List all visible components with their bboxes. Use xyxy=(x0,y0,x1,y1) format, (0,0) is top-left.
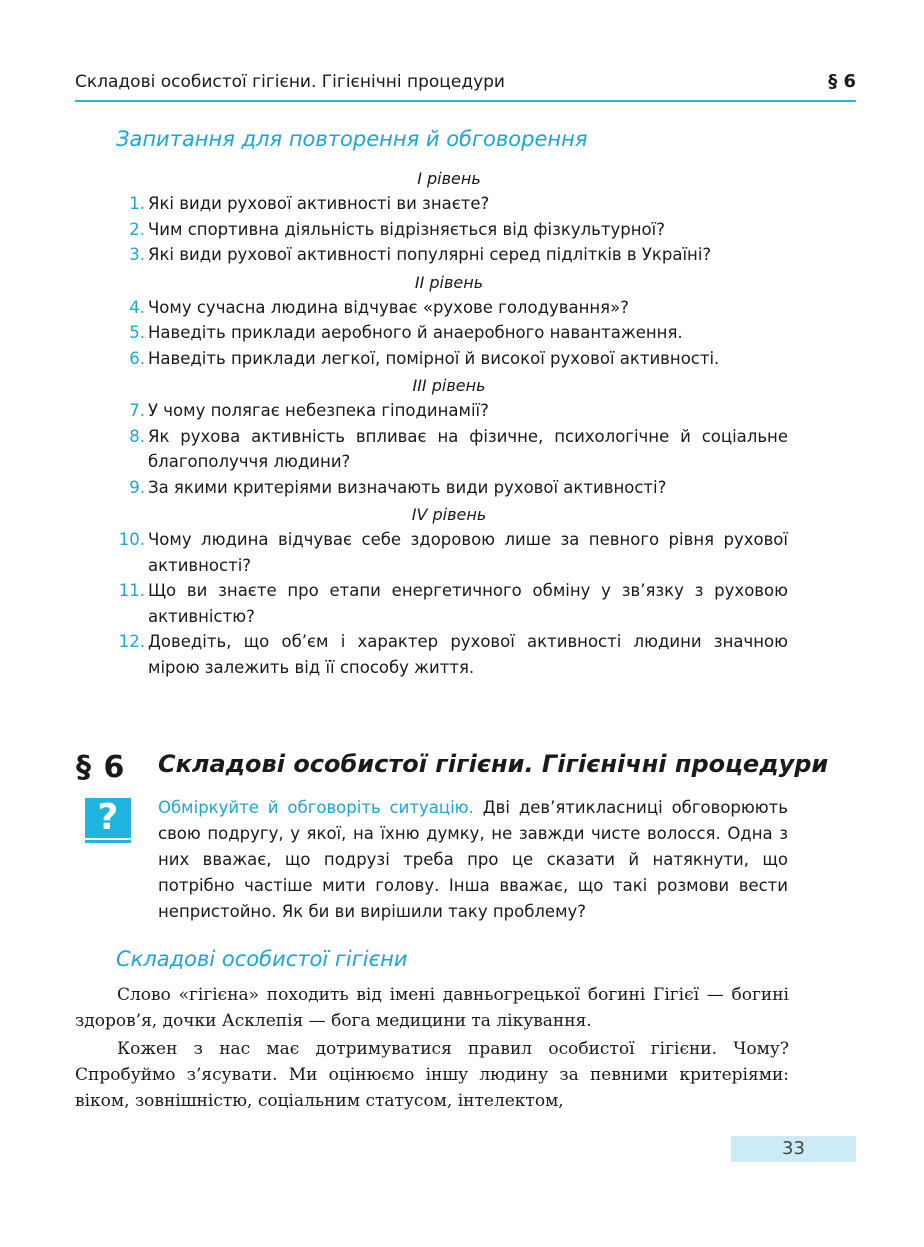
paragraph: Слово «гігієна» походить від імені давньогрецької богині Гігієї — богині здоров’я, дочки Асклепія — бога медицини та лікування. xyxy=(75,985,789,1031)
level-4-title: IV рівень xyxy=(411,505,487,524)
question-number: 8. xyxy=(129,426,145,446)
question-item xyxy=(110,629,788,680)
question-number: 3. xyxy=(129,245,145,264)
section-title: Складові особистої гігієни. Гігієнічні процедури xyxy=(158,750,829,778)
question-number: 10. xyxy=(118,530,145,549)
running-header xyxy=(75,70,856,102)
question-item xyxy=(110,320,788,346)
level-3-title: III рівень xyxy=(412,376,486,395)
paragraph: Кожен з нас має дотримуватися правил особистої гігієни. Чому? Спробуймо з’ясувати. Ми оцінюємо іншу людину за певними критеріями: віком, зовнішністю, соціальним статусом, інтелектом, xyxy=(75,1039,789,1111)
icon-underline xyxy=(85,840,131,843)
question-item xyxy=(110,191,788,217)
question-number: 11. xyxy=(118,581,145,600)
question-text: Чим спортивна діяльність відрізняється від фізкультурної? xyxy=(148,219,665,239)
question-number: 4. xyxy=(129,297,145,317)
question-number: 6. xyxy=(129,348,145,368)
question-item xyxy=(110,398,788,424)
situation-lead: Обміркуйте й обговоріть ситуацію. xyxy=(158,798,474,817)
questions-list xyxy=(110,164,788,680)
question-number: 9. xyxy=(129,477,145,497)
question-item xyxy=(110,242,788,268)
body-text xyxy=(75,982,789,1116)
question-number: 7. xyxy=(129,401,145,420)
subsection-heading: Складові особистої гігієни xyxy=(116,947,408,971)
running-title: Складові особистої гігієни. Гігієнічні процедури xyxy=(75,72,505,92)
situation-text xyxy=(158,795,788,925)
question-number: 5. xyxy=(129,323,145,342)
situation-body: Дві дев’ятикласниці обговорюють свою подругу, у якої, на їхню думку, не завжди чисте волосся. Одна з них вважає, що подрузі треба про це сказати й натякнути, що потрібно частіше мити голову. Інша вважає, що такі розмови вести непристойно. Як би ви вирішили таку проблему? xyxy=(158,798,789,921)
question-number: 2. xyxy=(129,219,145,239)
question-number: 1. xyxy=(129,194,145,213)
question-item xyxy=(110,424,788,475)
questions-heading: Запитання для повторення й обговорення xyxy=(116,127,588,151)
question-item xyxy=(110,527,788,578)
question-item xyxy=(110,217,788,243)
level-1-title: I рівень xyxy=(417,169,481,188)
question-text: Чому людина відчуває себе здоровою лише за певного рівня рухової активності? xyxy=(148,530,788,575)
question-text: Які види рухової активності ви знаєте? xyxy=(148,194,490,213)
question-item xyxy=(110,475,788,501)
question-number: 12. xyxy=(118,632,145,651)
section-mark: § 6 xyxy=(76,750,126,785)
question-item xyxy=(110,295,788,321)
question-text: Що ви знаєте про етапи енергетичного обміну у зв’язку з руховою активністю? xyxy=(148,581,788,626)
question-text: Доведіть, що об’єм і характер рухової активності людини значною мірою залежить від її способу життя. xyxy=(148,632,788,677)
question-mark-icon: ? xyxy=(85,798,131,838)
question-text: У чому полягає небезпека гіподинамії? xyxy=(148,401,489,420)
question-text: Які види рухової активності популярні серед підлітків в Україні? xyxy=(148,245,712,264)
question-item xyxy=(110,346,788,372)
question-text: За якими критеріями визначають види рухової активності? xyxy=(148,477,667,497)
page-number: 33 xyxy=(731,1136,856,1162)
question-text: Наведіть приклади легкої, помірної й високої рухової активності. xyxy=(148,348,720,368)
question-text: Наведіть приклади аеробного й анаеробного навантаження. xyxy=(148,323,683,342)
question-text: Чому сучасна людина відчуває «рухове голодування»? xyxy=(148,297,629,317)
level-2-title: II рівень xyxy=(414,272,484,292)
question-item xyxy=(110,578,788,629)
question-text: Як рухова активність впливає на фізичне, психологічне й соціальне благополуччя людини? xyxy=(148,426,788,471)
running-section-mark: § 6 xyxy=(828,71,856,92)
